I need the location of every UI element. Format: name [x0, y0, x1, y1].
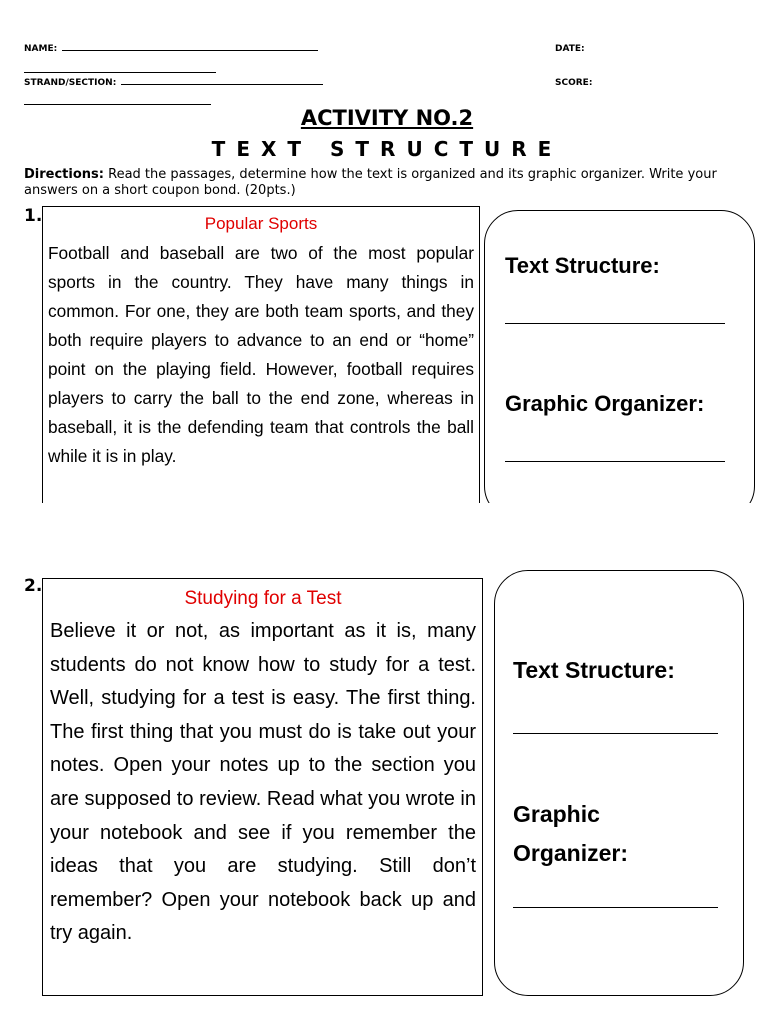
strand-blank[interactable]: [121, 75, 323, 85]
passage-box-1: [42, 206, 480, 504]
passage-title-2: Studying for a Test: [184, 588, 342, 609]
score-row: [555, 70, 592, 89]
text-structure-answer-line-1[interactable]: [505, 323, 725, 324]
strand-blank-2[interactable]: [24, 95, 211, 105]
name-blank[interactable]: [62, 41, 318, 51]
item-number-1: 1.: [24, 206, 43, 226]
date-row: [555, 36, 585, 55]
text-structure-label-2: Text Structure:: [513, 657, 675, 683]
graphic-organizer-answer-line-2[interactable]: [513, 907, 718, 908]
organizer-box-1: [484, 210, 755, 520]
directions-text: Read the passages, determine how the text is organized and its graphic organizer. Write your answers on a short coupon bond. (20pts.): [24, 167, 717, 198]
page-gap: [0, 503, 768, 563]
graphic-organizer-label-2: Graphic Organizer:: [513, 801, 629, 866]
graphic-organizer-answer-line-1[interactable]: [505, 461, 725, 462]
passage-title-1: Popular Sports: [204, 214, 318, 233]
passage-box-2: [42, 578, 483, 996]
item-number-2: 2.: [24, 576, 43, 596]
name-label: NAME:: [24, 44, 58, 54]
score-label: SCORE:: [555, 78, 593, 88]
organizer-box-2: [494, 570, 744, 996]
page-title: ACTIVITY NO.2: [300, 106, 474, 130]
directions-label: Directions:: [24, 167, 104, 182]
strand-row: [24, 70, 323, 89]
directions: [24, 167, 754, 199]
passage-text-2: Believe it or not, as important as it is, many students do not know how to study for a test. Well, studying for a test is easy. The first thing. The first thing that you must do is take out your notes. Open your notes up to the section you are supposed to review. Read what you wrote in your notebook and see if you remember the ideas that you are studying. Still don’t remember? Open your notebook back up and try again.: [50, 620, 476, 945]
graphic-organizer-label-1: Graphic Organizer:: [505, 391, 705, 416]
text-structure-label-1: Text Structure:: [505, 253, 660, 278]
text-structure-answer-line-2[interactable]: [513, 733, 718, 734]
date-label: DATE:: [555, 44, 585, 54]
strand-label: STRAND/SECTION:: [24, 78, 117, 88]
passage-text-1: Football and baseball are two of the most popular sports in the country. They have many things in common. For one, they are both team sports, and they both require players to advance to an end or “home” point on the playing field. However, football requires players to carry the ball to the end zone, whereas in baseball, it is the defending team that controls the ball while it is in play.: [48, 243, 474, 466]
page-subtitle: TEXT STRUCTURE: [211, 137, 563, 161]
name-row: [24, 36, 318, 55]
